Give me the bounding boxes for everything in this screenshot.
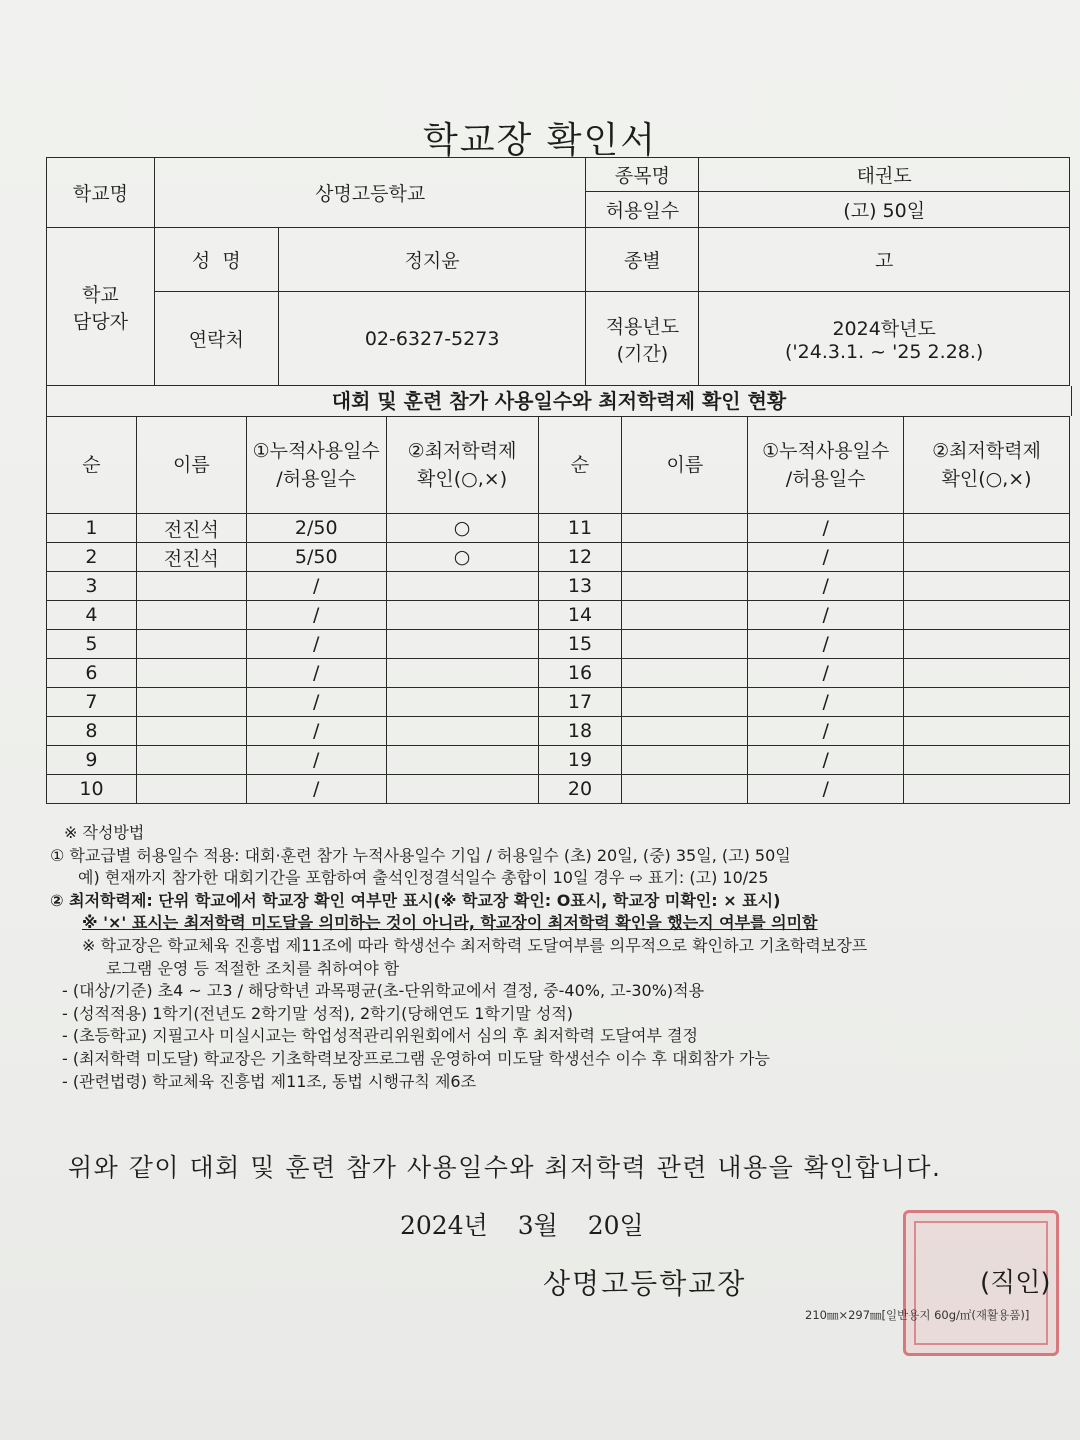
table-row <box>47 630 1070 659</box>
document-title: 학교장 확인서 <box>422 120 658 161</box>
row-check <box>386 688 538 717</box>
row-name-2 <box>622 543 748 572</box>
row-check <box>386 659 538 688</box>
table-row <box>47 688 1070 717</box>
row-check <box>386 630 538 659</box>
row-no: 9 <box>47 746 137 775</box>
row-check-2 <box>904 746 1070 775</box>
contact-value: 02-6327-5273 <box>278 292 586 386</box>
header-check-line1: ②최저학력제 <box>407 440 517 462</box>
row-name <box>136 572 246 601</box>
row-check <box>386 601 538 630</box>
header-days-line2: /허용일수 <box>276 468 357 490</box>
row-no-2: 11 <box>538 514 622 543</box>
row-days: / <box>246 630 386 659</box>
row-name: 전진석 <box>136 514 246 543</box>
table-row <box>47 601 1070 630</box>
manager-label <box>47 228 155 386</box>
row-no-2: 16 <box>538 659 622 688</box>
row-no-2: 15 <box>538 630 622 659</box>
row-name-2 <box>622 659 748 688</box>
table-row <box>47 775 1070 804</box>
row-name-2 <box>622 746 748 775</box>
event-label: 종목명 <box>586 158 699 192</box>
note-2-a <box>50 912 1050 935</box>
row-check-2 <box>904 543 1070 572</box>
contact-label: 연락처 <box>154 292 278 386</box>
table-row <box>47 572 1070 601</box>
row-name <box>136 717 246 746</box>
manager-label-line2: 담당자 <box>72 310 128 333</box>
type-value: 고 <box>699 228 1070 292</box>
row-check <box>386 746 538 775</box>
row-check <box>386 717 538 746</box>
note-2-b2: 로그램 운영 등 적절한 조치를 취하여야 함 <box>106 958 400 978</box>
row-check-2 <box>904 601 1070 630</box>
allowed-days-value: (고) 50일 <box>699 192 1070 228</box>
detail-5: - (관련법령) 학교체육 진흥법 제11조, 동법 시행규칙 제6조 <box>62 1071 477 1091</box>
row-days-2: / <box>748 717 904 746</box>
row-name <box>136 601 246 630</box>
notes-heading: ※ 작성방법 <box>64 823 145 842</box>
row-no: 10 <box>47 775 137 804</box>
table-row <box>47 543 1070 572</box>
row-no: 7 <box>47 688 137 717</box>
header-days-line1: ①누적사용일수 <box>252 440 380 462</box>
note-2-b1: ※ 학교장은 학교체육 진흥법 제11조에 따라 학생선수 최저학력 도달여부를 의무적으로 확인하고 기초학력보장프 <box>82 935 868 955</box>
row-days-2: / <box>748 543 904 572</box>
header-check-2-line2: 확인(○,×) <box>941 468 1032 490</box>
row-days: / <box>246 659 386 688</box>
name-value: 정지윤 <box>278 228 586 292</box>
allowed-days-label: 허용일수 <box>586 192 699 228</box>
row-no-2: 12 <box>538 543 622 572</box>
detail-4: - (최저학력 미도달) 학교장은 기초학력보장프로그램 운영하여 미도달 학생선수 이수 후 대회참가 가능 <box>62 1048 770 1068</box>
row-name-2 <box>622 717 748 746</box>
header-no: 순 <box>47 417 137 514</box>
seal-label: (직인) <box>980 1268 1051 1298</box>
row-days-2: / <box>748 630 904 659</box>
header-days-2-line1: ①누적사용일수 <box>762 440 890 462</box>
header-no-2: 순 <box>538 417 622 514</box>
note-2: ② 최저학력제: 단위 학교에서 학교장 확인 여부만 표시(※ 학교장 확인: O표시, 학교장 미확인: × 표시) <box>50 890 781 910</box>
event-value: 태권도 <box>699 158 1070 192</box>
row-check: ○ <box>386 543 538 572</box>
row-check-2 <box>904 630 1070 659</box>
row-check <box>386 572 538 601</box>
table-row <box>47 514 1070 543</box>
year-label <box>586 292 699 386</box>
row-check: ○ <box>386 514 538 543</box>
header-check <box>386 417 538 514</box>
date-month: 3월 <box>517 1211 558 1240</box>
usage-header-row <box>47 417 1070 514</box>
year-label-line2: (기간) <box>616 342 669 365</box>
row-name-2 <box>622 514 748 543</box>
instructions <box>50 822 1050 1093</box>
table-row <box>47 659 1070 688</box>
row-name: 전진석 <box>136 543 246 572</box>
name-label: 성 명 <box>154 228 278 292</box>
paper-spec-footer: 210㎜×297㎜[일반용지 60g/㎡(재활용품)] <box>805 1308 1030 1322</box>
row-days-2: / <box>748 659 904 688</box>
row-no-2: 13 <box>538 572 622 601</box>
signer-title: 상명고등학교장 <box>543 1267 747 1300</box>
header-name-2: 이름 <box>622 417 748 514</box>
row-days: / <box>246 601 386 630</box>
row-no: 8 <box>47 717 137 746</box>
school-label: 학교명 <box>47 158 155 228</box>
row-no: 4 <box>47 601 137 630</box>
row-days: / <box>246 746 386 775</box>
section-title: 대회 및 훈련 참가 사용일수와 최저학력제 확인 현황 <box>46 386 1072 416</box>
row-no-2: 20 <box>538 775 622 804</box>
row-no: 1 <box>47 514 137 543</box>
row-name <box>136 688 246 717</box>
row-check <box>386 775 538 804</box>
row-days-2: / <box>748 514 904 543</box>
header-check-2 <box>904 417 1070 514</box>
issue-date <box>400 1206 644 1242</box>
row-check-2 <box>904 514 1070 543</box>
date-day: 20일 <box>587 1211 644 1240</box>
row-name-2 <box>622 775 748 804</box>
note-1: ① 학교급별 허용일수 적용: 대회·훈련 참가 누적사용일수 기입 / 허용일수 (초) 20일, (중) 35일, (고) 50일 <box>50 845 791 865</box>
year-value-line1: 2024학년도 <box>832 318 936 340</box>
header-days <box>246 417 386 514</box>
row-check-2 <box>904 572 1070 601</box>
row-days: / <box>246 717 386 746</box>
row-days-2: / <box>748 572 904 601</box>
row-check-2 <box>904 775 1070 804</box>
row-no: 2 <box>47 543 137 572</box>
row-days: / <box>246 572 386 601</box>
confirmation-statement: 위와 같이 대회 및 훈련 참가 사용일수와 최저학력 관련 내용을 확인합니다. <box>68 1153 942 1182</box>
table-row <box>47 717 1070 746</box>
row-check-2 <box>904 717 1070 746</box>
row-name-2 <box>622 688 748 717</box>
detail-1: - (대상/기준) 초4 ~ 고3 / 해당학년 과목평균(초-단위학교에서 결정, 중-40%, 고-30%)적용 <box>62 981 705 1001</box>
row-name-2 <box>622 572 748 601</box>
row-name-2 <box>622 601 748 630</box>
detail-2: - (성적적용) 1학기(전년도 2학기말 성적), 2학기(당해연도 1학기말 성적) <box>62 1003 574 1023</box>
header-days-2-line2: /허용일수 <box>785 468 866 490</box>
row-name-2 <box>622 630 748 659</box>
row-name <box>136 630 246 659</box>
row-days-2: / <box>748 775 904 804</box>
row-no: 5 <box>47 630 137 659</box>
row-no: 3 <box>47 572 137 601</box>
row-no: 6 <box>47 659 137 688</box>
year-value <box>699 292 1070 386</box>
date-year: 2024년 <box>400 1211 488 1240</box>
usage-table <box>46 416 1070 804</box>
note-1-example: 예) 현재까지 참가한 대회기간을 포함하여 출석인정결석일수 총합이 10일 경우 ⇨ 표기: (고) 10/25 <box>78 868 769 888</box>
info-table <box>46 157 1070 386</box>
manager-label-line1: 학교 <box>82 283 119 306</box>
row-days: / <box>246 775 386 804</box>
row-name <box>136 775 246 804</box>
row-days: 2/50 <box>246 514 386 543</box>
row-name <box>136 746 246 775</box>
header-check-line2: 확인(○,×) <box>417 468 508 490</box>
row-check-2 <box>904 659 1070 688</box>
row-days-2: / <box>748 746 904 775</box>
row-no-2: 17 <box>538 688 622 717</box>
row-no-2: 18 <box>538 717 622 746</box>
year-value-line2: ('24.3.1. ~ '25 2.28.) <box>785 341 984 363</box>
row-days: 5/50 <box>246 543 386 572</box>
row-no-2: 19 <box>538 746 622 775</box>
header-days-2 <box>748 417 904 514</box>
row-days: / <box>246 688 386 717</box>
header-name: 이름 <box>136 417 246 514</box>
table-row <box>47 746 1070 775</box>
row-check-2 <box>904 688 1070 717</box>
detail-3: - (초등학교) 지필고사 미실시교는 학업성적관리위원회에서 심의 후 최저학력 도달여부 결정 <box>62 1026 698 1046</box>
row-days-2: / <box>748 601 904 630</box>
note-2-a-text: ※ '×' 표시는 최저학력 미도달을 의미하는 것이 아니라, 학교장이 최저학력 확인을 했는지 여부를 의미함 <box>82 913 818 933</box>
header-check-2-line1: ②최저학력제 <box>932 440 1041 462</box>
row-days-2: / <box>748 688 904 717</box>
year-label-line1: 적용년도 <box>605 315 680 338</box>
type-label: 종별 <box>586 228 699 292</box>
row-no-2: 14 <box>538 601 622 630</box>
row-name <box>136 659 246 688</box>
school-name: 상명고등학교 <box>154 158 586 228</box>
